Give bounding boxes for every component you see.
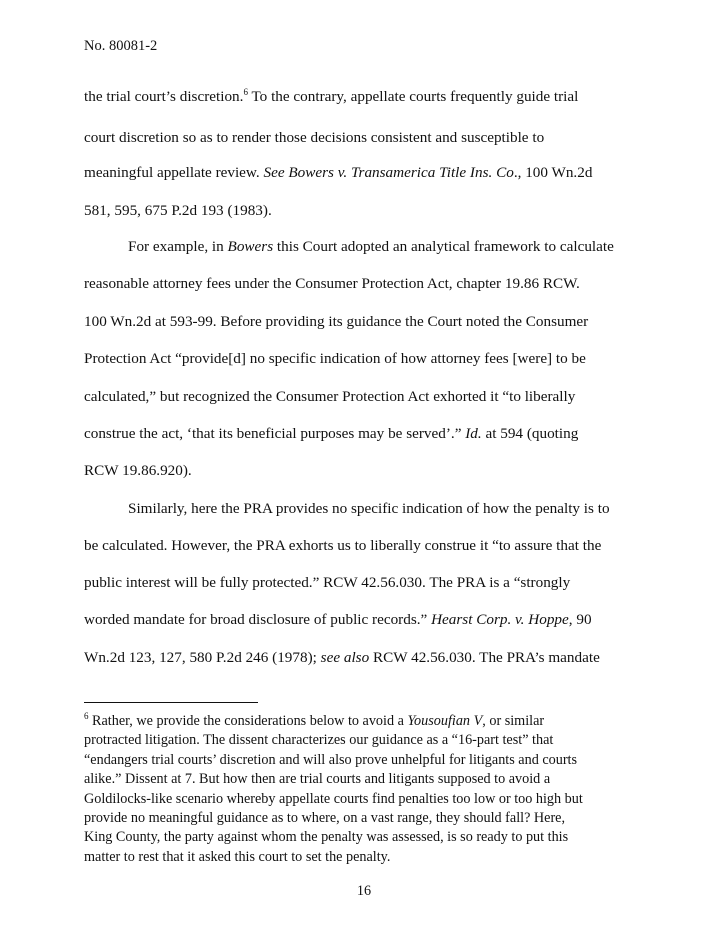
footnote-line-1: $^6$ Rather, we provide the considerations below to avoid a Yousoufian V, or similar xyxy=(84,711,545,729)
footnote-line-8: matter to rest that it asked this court to set the penalty. xyxy=(84,848,391,865)
footnote-reference: 6 xyxy=(243,87,248,97)
body-line-14: public interest will be fully protected.” RCW 42.56.030. The PRA is a “strongly xyxy=(84,574,571,591)
body-line-13: be calculated. However, the PRA exhorts us to liberally construe it “to assure that the xyxy=(84,537,602,554)
footnote-line-5: Goldilocks-like scenario whereby appellate courts find penalties too low or too high but xyxy=(84,790,583,807)
page-number: 16 xyxy=(356,883,372,899)
body-line-4: 581, 595, 675 P.2d 193 (1983). xyxy=(84,202,272,219)
footnote-line-4: alike.” Dissent at 7. But how then are trial courts and litigants supposed to avoid a xyxy=(84,771,551,788)
body-line-6: reasonable attorney fees under the Consumer Protection Act, chapter 19.86 RCW. xyxy=(84,275,580,292)
body-line-8: Protection Act “provide[d] no specific indication of how attorney fees [were] to be xyxy=(84,350,586,367)
footnote-marker: 6 xyxy=(84,711,89,721)
case-number: No. 80081-2 xyxy=(84,38,158,54)
body-line-7: 100 Wn.2d at 593-99. Before providing its guidance the Court noted the Consumer xyxy=(84,313,589,330)
case-name-italic: Bowers xyxy=(227,238,274,255)
body-line-11: RCW 19.86.920). xyxy=(84,462,192,479)
body-line-9: calculated,” but recognized the Consumer Protection Act exhorted it “to liberally xyxy=(84,388,576,405)
body-line-5: For example, in Bowers this Court adopted an analytical framework to calculate xyxy=(128,238,614,255)
footnote xyxy=(84,712,664,867)
body-line-2: court discretion so as to render those decisions consistent and susceptible to xyxy=(84,129,545,146)
case-citation: Hearst Corp. v. Hoppe xyxy=(431,611,569,628)
body-line-3: meaningful appellate review. See Bowers v. Transamerica Title Ins. Co., 100 Wn.2d xyxy=(84,164,593,181)
case-citation: See Bowers v. Transamerica Title Ins. Co xyxy=(263,164,514,181)
footnote-line-6: provide no meaningful guidance as to where, on a vast range, they should fall? Here, xyxy=(84,810,566,827)
body-line-12: Similarly, here the PRA provides no specific indication of how the penalty is to xyxy=(128,500,610,517)
id-citation: Id. xyxy=(465,425,482,442)
footnote-divider xyxy=(84,702,258,703)
body-line-15: worded mandate for broad disclosure of public records.” Hearst Corp. v. Hoppe, 90 xyxy=(84,611,592,628)
body-line-1: the trial court’s discretion.$^6$ To the contrary, appellate courts frequently guide trial xyxy=(84,87,579,105)
see-also-signal: see also xyxy=(320,649,370,666)
footnote-line-2: protracted litigation. The dissent characterizes our guidance as a “16-part test” that xyxy=(84,732,554,749)
body-line-10: construe the act, ‘that its beneficial purposes may be served’.” Id. at 594 (quoting xyxy=(84,425,579,442)
footnote-line-7: King County, the party against whom the penalty was assessed, is so ready to put this xyxy=(84,829,569,846)
footnote-line-3: “endangers trial courts’ discretion and will also prove unhelpful for litigants and courts xyxy=(84,751,578,768)
body-line-16: Wn.2d 123, 127, 580 P.2d 246 (1978); see also RCW 42.56.030. The PRA’s mandate xyxy=(84,649,600,666)
case-name-italic: Yousoufian V xyxy=(407,713,483,729)
